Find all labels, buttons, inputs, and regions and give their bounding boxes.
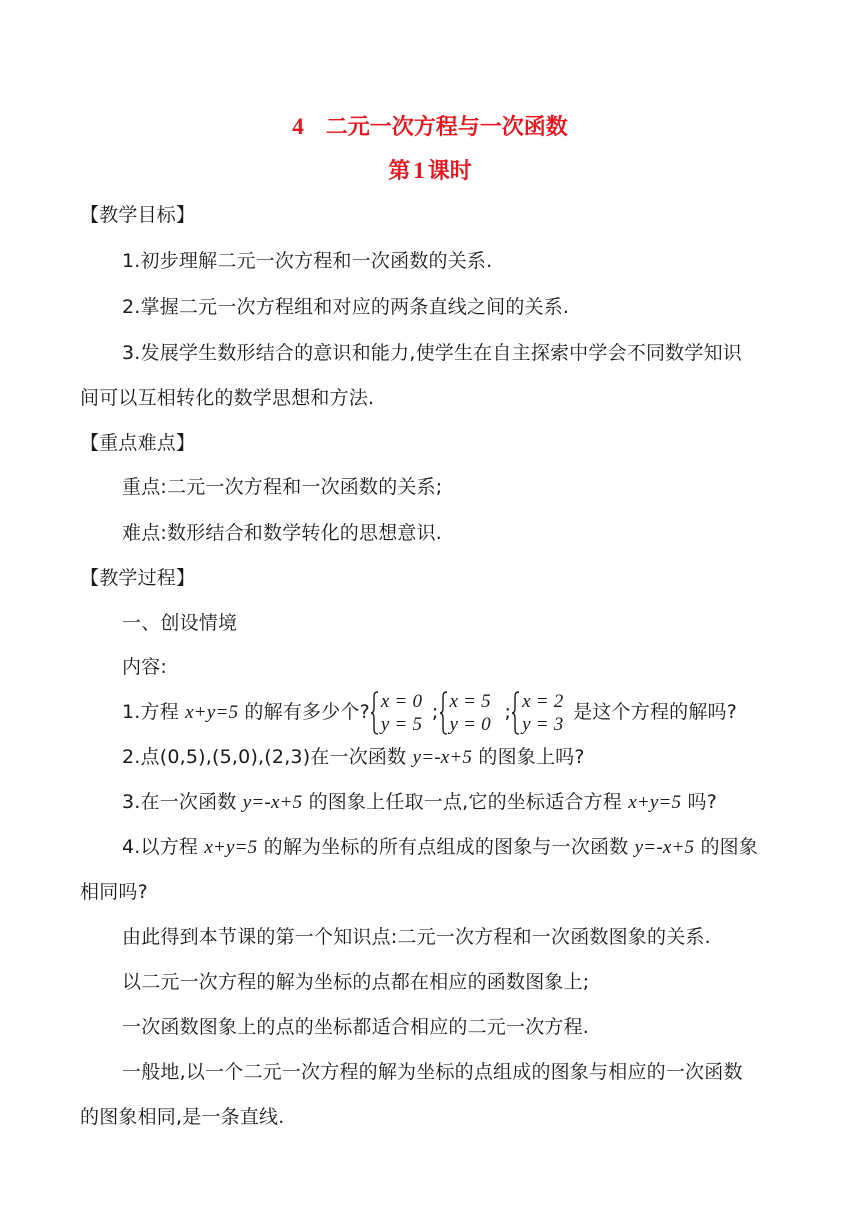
key-point: 重点:二元一次方程和一次函数的关系; xyxy=(122,476,443,498)
step-heading: 一、创设情境 xyxy=(122,612,238,634)
system-row: y = 0 xyxy=(449,713,491,735)
conclusion-text: 一次函数图象上的点的坐标都适合相应的二元一次方程. xyxy=(122,1016,590,1038)
lesson-subtitle: 第 1 课时 xyxy=(388,158,472,184)
difficult-point: 难点:数形结合和数学转化的思想意识. xyxy=(122,522,443,544)
conclusion-text: 以二元一次方程的解为坐标的点都在相应的函数图象上; xyxy=(122,971,590,993)
question-4: 4.以方程 x+y=5 的解为坐标的所有点组成的图象与一次函数 y=-x+5 的图象 xyxy=(122,836,759,858)
system-row: x = 2 xyxy=(522,690,564,712)
equation: x+y=5 xyxy=(628,792,682,813)
objective-item: 2.掌握二元一次方程组和对应的两条直线之间的关系. xyxy=(122,296,570,318)
objective-item: 3.发展学生数形结合的意识和能力,使学生在自主探索中学会不同数学知识 xyxy=(122,342,742,364)
function-expression: y=-x+5 xyxy=(634,837,695,858)
section-number: 4 xyxy=(292,114,304,139)
objectives-heading: 【教学目标】 xyxy=(80,204,196,226)
function-expression: y=-x+5 xyxy=(242,792,303,813)
equation-system-3 xyxy=(511,690,573,736)
conclusion-text: 一般地,以一个二元一次方程的解为坐标的点组成的图象与相应的一次函数 xyxy=(122,1061,743,1083)
question-3: 3.在一次函数 y=-x+5 的图象上任取一点,它的坐标适合方程 x+y=5 吗? xyxy=(122,791,717,813)
conclusion-text-continued: 的图象相同,是一条直线. xyxy=(80,1106,285,1128)
system-row: y = 3 xyxy=(522,713,564,735)
content-label: 内容: xyxy=(122,656,168,678)
left-brace-icon xyxy=(439,690,449,736)
question-2: 2.点(0,5),(5,0),(2,3)在一次函数 y=-x+5 的图象上吗? xyxy=(122,746,585,768)
system-row: y = 5 xyxy=(380,713,423,735)
objective-item: 1.初步理解二元一次方程和一次函数的关系. xyxy=(122,250,493,272)
equation-system-2 xyxy=(439,690,505,736)
equation: x+y=5 xyxy=(185,702,239,723)
equation: x+y=5 xyxy=(204,837,258,858)
key-points-heading: 【重点难点】 xyxy=(80,432,196,454)
system-row: x = 5 xyxy=(449,690,491,712)
document-title xyxy=(0,112,860,143)
objective-item-continued: 间可以互相转化的数学思想和方法. xyxy=(80,387,375,409)
function-expression: y=-x+5 xyxy=(412,747,473,768)
conclusion-text: 由此得到本节课的第一个知识点:二元一次方程和一次函数图象的关系. xyxy=(122,926,711,948)
title-text: 二元一次方程与一次函数 xyxy=(325,115,568,140)
left-brace-icon xyxy=(511,690,521,736)
process-heading: 【教学过程】 xyxy=(80,567,196,589)
equation-system-1 xyxy=(370,690,432,736)
question-1: 1.方程 x+y=5 的解有多少个? x = 0 y = 5 ; x = 5 y = 0 ; x = 2 y = 3 是这个方程的解吗? xyxy=(122,690,738,735)
question-4-continued: 相同吗? xyxy=(80,881,148,903)
left-brace-icon xyxy=(370,690,380,736)
system-row: x = 0 xyxy=(380,690,423,712)
